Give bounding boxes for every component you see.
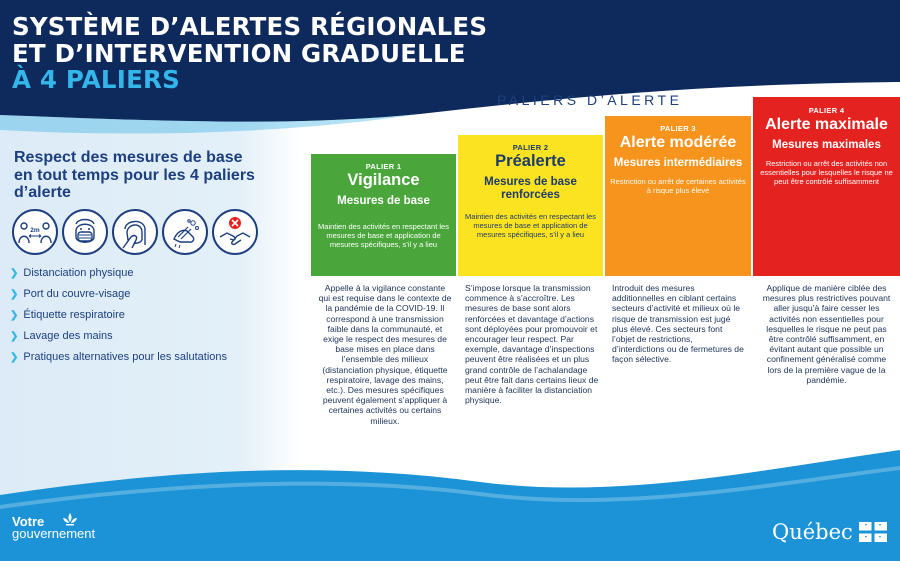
level-1-card xyxy=(311,154,456,276)
list-item: ❯ Lavage des mains xyxy=(10,330,113,342)
quebec-wordmark: Québec xyxy=(772,520,853,544)
level-4-card xyxy=(753,97,900,276)
level-4-tier: PALIER 4 xyxy=(808,106,845,115)
level-2-card xyxy=(458,135,603,276)
level-3-summary: Restriction ou arrêt de certaines activités à risque plus élevé xyxy=(610,176,746,195)
level-2-tier: PALIER 2 xyxy=(512,143,549,152)
level-1-name: Vigilance xyxy=(347,171,420,189)
list-item: ❯ Port du couvre-visage xyxy=(10,288,131,300)
level-1-description: Appelle à la vigilance constante qui est requise dans le contexte de la pandémie de la COVID-19. Il correspond à une transmission faible dans la communauté, et exige le respect des mesures de base mises en place dans l’ensemble des milieux (distanciation physique, étiquette respiratoire, lavage des mains, etc.). Des mesures spécifiques peuvent également s’appliquer à certaines activités ou certains milieux. xyxy=(318,283,452,426)
level-2-measures: Mesures de base renforcées xyxy=(484,176,577,201)
base-measures-heading: Respect des mesures de base en tout temps pour les 4 paliers d’alerte xyxy=(14,149,255,201)
level-2-name: Préalerte xyxy=(495,152,566,170)
hand-washing-icon xyxy=(162,209,208,255)
paliers-header: PALIERS D’ALERTE xyxy=(497,92,683,108)
quebec-flag-icon xyxy=(859,522,887,542)
cough-etiquette-icon xyxy=(112,209,158,255)
level-2-summary: Maintien des activités en respectant les mesures de base et application de mesures spécifiques, s’il y a lieu xyxy=(465,212,596,239)
votre-gouvernement-logo xyxy=(12,516,95,540)
gov-logo-line-2: gouvernement xyxy=(12,526,96,541)
chevron-right-icon: ❯ xyxy=(10,310,19,321)
level-3-measures: Mesures intermédiaires xyxy=(613,157,743,169)
no-handshake-icon xyxy=(212,209,258,255)
physical-distancing-icon xyxy=(12,209,58,255)
chevron-right-icon: ❯ xyxy=(10,331,19,342)
base-measures-list xyxy=(10,263,227,368)
gov-logo-line-1: Votre xyxy=(12,514,45,529)
level-4-name: Alerte maximale xyxy=(765,116,888,133)
chevron-right-icon: ❯ xyxy=(10,268,19,279)
base-measures-icons xyxy=(12,209,258,255)
level-3-card xyxy=(605,116,751,276)
level-3-description: Introduit des mesures additionnelles en ciblant certains secteurs d’activité et milieux où le risque de transmission est jugé plus élevé. Ces secteurs font l’objet de restrictions, d’interdictions ou de fermetures de façon sélective. xyxy=(612,283,744,365)
face-mask-icon xyxy=(62,209,108,255)
chevron-right-icon: ❯ xyxy=(10,289,19,300)
level-3-tier: PALIER 3 xyxy=(660,124,696,133)
poster-title xyxy=(12,14,487,94)
fleur-de-lis-icon xyxy=(61,513,79,527)
level-1-summary: Maintien des activités en respectant les mesures de base et application de mesures spécifiques, s’il y a lieu xyxy=(318,221,449,249)
level-4-description: Applique de manière ciblée des mesures plus restrictives pouvant aller jusqu’à faire cesser les activités non essentielles pour lesquelles le risque ne peut pas être contrôlé suffisamment, en évitant autant que possible un confinement généralisé comme lors de la première vague de la pandémie. xyxy=(762,283,891,385)
level-2-description: S’impose lorsque la transmission commence à s’accroître. Les mesures de base sont alors renforcées et davantage d’actions sont déployées pour promouvoir et encourager leur respect. Par exemple, davantage d’inspections peuvent être réalisées et un plus grand contrôle de l’achalandage peut être fait dans certains lieux de manière à faciliter la distanciation physique. xyxy=(465,283,599,406)
list-item: ❯ Étiquette respiratoire xyxy=(10,309,125,321)
title-line-1: SYSTÈME D’ALERTES RÉGIONALES xyxy=(12,12,488,41)
list-item: ❯ Distanciation physique xyxy=(10,267,134,279)
quebec-logo xyxy=(772,521,887,543)
title-line-2: ET D’INTERVENTION GRADUELLE xyxy=(12,38,466,68)
list-item: ❯ Pratiques alternatives pour les salutations xyxy=(10,351,228,363)
chevron-right-icon: ❯ xyxy=(10,352,19,363)
title-line-3: À 4 PALIERS xyxy=(12,65,180,94)
level-1-tier: PALIER 1 xyxy=(365,162,402,171)
level-1-measures: Mesures de base xyxy=(337,195,430,207)
distance-label: 2m xyxy=(30,227,40,234)
level-3-name: Alerte modérée xyxy=(619,134,737,151)
level-4-summary: Restriction ou arrêt des activités non essentielles pour lesquelles le risque ne peut être contrôlé suffisamment xyxy=(760,158,893,186)
level-4-measures: Mesures maximales xyxy=(772,139,881,151)
